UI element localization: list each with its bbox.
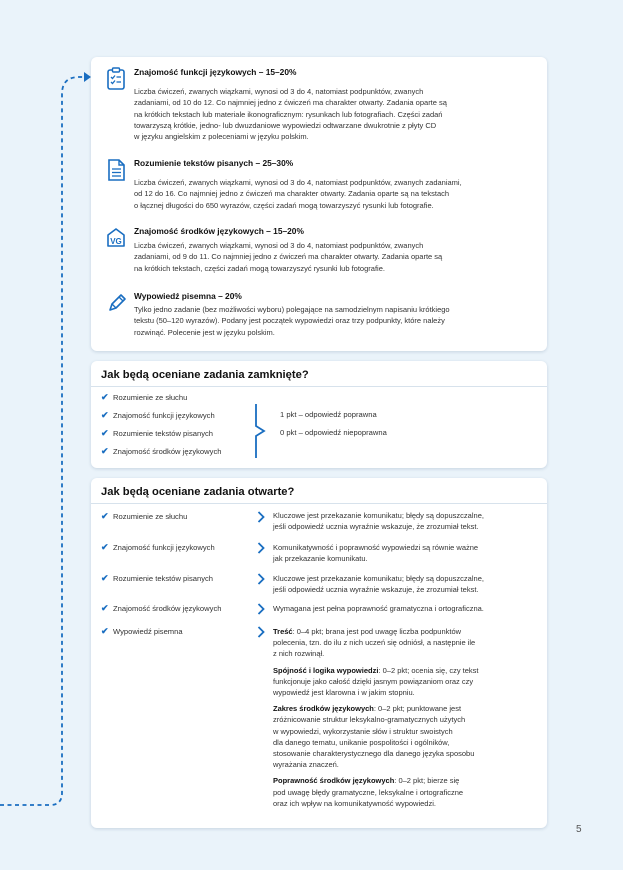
divider — [91, 503, 547, 504]
brace-icon — [254, 403, 268, 459]
criterion-range: Zakres środków językowych: 0–2 pkt; punktowane jest zróżnicowanie struktur leksykalno-gramatycznych użytych w wypowiedzi, wykorzystanie słów i struktur swoistych dla danego tematu, unikanie pospolitości i ogólników, stosowanie charakterystycznego dla danego języka sposobu wyrażania znaczeń. — [273, 704, 475, 770]
checkmark-icon: ✔ — [101, 626, 109, 636]
page-number: 5 — [576, 824, 582, 835]
list-item: ✔ Rozumienie tekstów pisanych — [101, 428, 214, 438]
checkmark-icon: ✔ — [101, 603, 109, 613]
chevron-right-icon — [257, 511, 265, 523]
checkmark-icon: ✔ — [101, 573, 109, 583]
section-description: Liczba ćwiczeń, zwanych wiązkami, wynosi od 3 do 4, natomiast podpunktów, zwanych zadaniami, od 10 do 12. Co najmniej jedno z ćwiczeń ma charakter otwarty. Zadania oparte są na krótkich tekstach lub materiale ikonograficznym: rysunkach lub fotografiach. Części zadań towarzyszą krótkie, jedno- lub dwuzdaniowe wypowiedzi odtwarzane dwukrotnie z płyty CD w języku angielskim z poleceniami w języku polskim. — [134, 87, 447, 142]
row-label: ✔ Wypowiedź pisemna — [101, 626, 183, 636]
vg-grammar-icon — [105, 226, 127, 250]
criterion-accuracy: Poprawność środków językowych: 0–2 pkt; bierze się pod uwagę błędy gramatyczne, leksykalne i ortograficzne oraz ich wpływ na komunikatywność wypowiedzi. — [273, 776, 464, 808]
open-tasks-card — [91, 478, 547, 828]
chevron-right-icon — [257, 542, 265, 554]
chevron-right-icon — [257, 573, 265, 585]
list-item: ✔ Rozumienie ze słuchu — [101, 392, 188, 402]
checkmark-icon: ✔ — [101, 446, 109, 456]
row-label: ✔ Znajomość środków językowych — [101, 603, 222, 613]
points-correct: 1 pkt – odpowiedź poprawna — [280, 410, 377, 419]
checkmark-icon: ✔ — [101, 428, 109, 438]
section-title: Znajomość środków językowych – 15–20% — [134, 226, 304, 236]
section-description: Liczba ćwiczeń, zwanych wiązkami, wynosi od 3 do 4, natomiast podpunktów, zwanych zadaniami, od 12 do 16. Co najmniej jedno z ćwiczeń ma charakter otwarty. Zadania oparte są na tekstach o łącznej długości do 650 wyrazów, części zadań mogą towarzyszyć rysunki lub fotografie. — [134, 178, 462, 210]
section-description: Liczba ćwiczeń, zwanych wiązkami, wynosi od 3 do 4, natomiast podpunktów, zwanych zadaniami, od 9 do 11. Co najmniej jedno z ćwiczeń ma charakter otwarty. Zadania oparte są na krótkich tekstach, części zadań mogą towarzyszyć rysunki lub fotografie. — [134, 241, 443, 273]
closed-tasks-card — [91, 361, 547, 468]
row-description: Kluczowe jest przekazanie komunikatu; błędy są dopuszczalne, jeśli odpowiedź ucznia wyraźnie wskazuje, że zrozumiał tekst. — [273, 574, 484, 595]
chevron-right-icon — [257, 626, 265, 638]
checkmark-icon: ✔ — [101, 511, 109, 521]
svg-text:VG: VG — [110, 237, 122, 246]
exam-parts-card — [91, 57, 547, 351]
chevron-right-icon — [257, 603, 265, 615]
section-title: Znajomość funkcji językowych – 15–20% — [134, 67, 297, 77]
row-label: ✔ Znajomość funkcji językowych — [101, 542, 215, 552]
section-title: Rozumienie tekstów pisanych – 25–30% — [134, 158, 294, 168]
row-description: Komunikatywność i poprawność wypowiedzi są równie ważne jak przekazanie komunikatu. — [273, 543, 479, 564]
row-description: Kluczowe jest przekazanie komunikatu; błędy są dopuszczalne, jeśli odpowiedź ucznia wyraźnie wskazuje, że zrozumiał tekst. — [273, 511, 484, 532]
criterion-content: Treść: 0–4 pkt; brana jest pod uwagę liczba podpunktów polecenia, tzn. do ilu z nich uczeń się odniósł, a następnie ile z nich rozwinął. — [273, 627, 476, 659]
writing-criteria — [273, 626, 539, 814]
points-incorrect: 0 pkt – odpowiedź niepoprawna — [280, 428, 387, 437]
row-description: Wymagana jest pełna poprawność gramatyczna i ortograficzna. — [273, 604, 484, 613]
section-description: Tylko jedno zadanie (bez możliwości wyboru) polegające na samodzielnym napisaniu krótkiego tekstu (50–120 wyrazów). Podany jest początek wypowiedzi oraz trzy podpunkty, które należy rozwinąć. Polecenie jest w języku polskim. — [134, 305, 450, 337]
checkmark-icon: ✔ — [101, 410, 109, 420]
closed-tasks-heading: Jak będą oceniane zadania zamknięte? — [101, 369, 309, 381]
open-tasks-heading: Jak będą oceniane zadania otwarte? — [101, 486, 295, 498]
pen-icon — [105, 291, 127, 315]
row-label: ✔ Rozumienie ze słuchu — [101, 511, 188, 521]
list-item: ✔ Znajomość funkcji językowych — [101, 410, 215, 420]
list-item: ✔ Znajomość środków językowych — [101, 446, 222, 456]
checklist-icon — [105, 67, 127, 91]
checkmark-icon: ✔ — [101, 542, 109, 552]
criterion-coherence: Spójność i logika wypowiedzi: 0–2 pkt; ocenia się, czy tekst funkcjonuje jako całość dzięki jasnym powiązaniom oraz czy wypowiedź jest klarowna i w jakim stopniu. — [273, 665, 479, 698]
checkmark-icon: ✔ — [101, 392, 109, 402]
divider — [91, 386, 547, 387]
section-title: Wypowiedź pisemna – 20% — [134, 291, 242, 301]
document-icon — [105, 158, 127, 182]
row-label: ✔ Rozumienie tekstów pisanych — [101, 573, 214, 583]
